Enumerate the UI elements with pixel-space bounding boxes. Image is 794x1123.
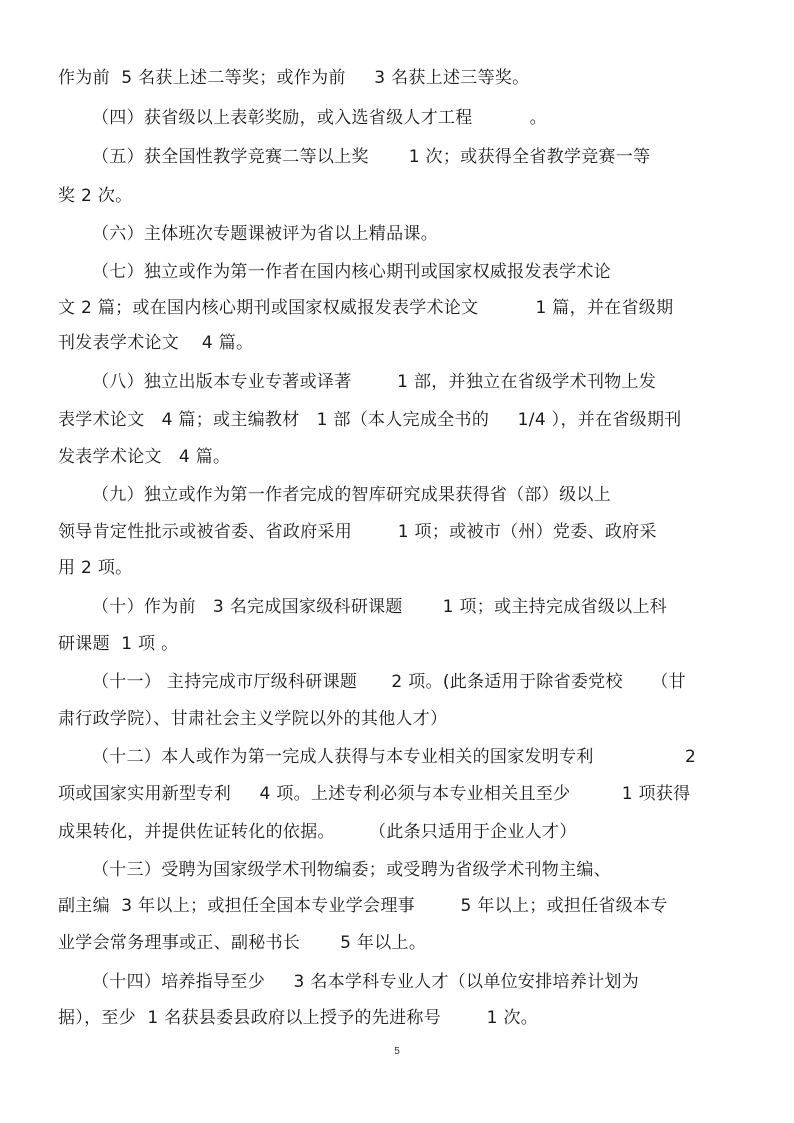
text-line-10: 表学术论文 4 篇；或主编教材 1 部（本人完成全书的 1/4 ），并在省级期刊 [58, 410, 682, 430]
text-line-18: 肃行政学院）、甘肃社会主义学院以外的其他人才） [58, 709, 448, 729]
text-line-12: （九）独立或作为第一作者完成的智库研究成果获得省（部）级以上 [92, 485, 611, 505]
text-line-21: 成果转化，并提供佐证转化的依据。 （此条只适用于企业人才） [58, 822, 577, 842]
text-line-22: （十三）受聘为国家级学术刊物编委；或受聘为省级学术刊物主编、 [92, 860, 611, 880]
text-line-7: 文 2 篇；或在国内核心期刊或国家权威报发表学术论文 1 篇，并在省级期 [58, 298, 674, 318]
text-line-3: （五）获全国性教学竞赛二等以上奖 1 次；或获得全省教学竞赛一等 [92, 147, 651, 167]
text-line-11: 发表学术论文 4 篇。 [58, 447, 231, 467]
text-line-15: （十）作为前 3 名完成国家级科研课题 1 项；或主持完成省级以上科 [92, 597, 668, 617]
text-line-23: 副主编 3 年以上；或担任全国本专业学会理事 5 年以上；或担任省级本专 [58, 896, 668, 916]
text-line-26: 据），至少 1 名获县委县政府以上授予的先进称号 1 次。 [58, 1008, 539, 1028]
text-line-8: 刊发表学术论文 4 篇。 [58, 333, 254, 353]
text-line-5: （六）主体班次专题课被评为省以上精品课。 [92, 224, 438, 244]
page-number: 5 [394, 1046, 400, 1057]
text-line-4: 奖 2 次。 [58, 186, 133, 206]
text-line-17: （十一） 主持完成市厅级科研课题 2 项。(此条适用于除省委党校 （甘 [92, 672, 686, 692]
text-line-2: （四）获省级以上表彰奖励，或入选省级人才工程 。 [92, 108, 547, 128]
text-line-13: 领导肯定性批示或被省委、省政府采用 1 项；或被市（州）党委、政府采 [58, 522, 657, 542]
text-line-24: 业学会常务理事或正、副秘书长 5 年以上。 [58, 933, 427, 953]
text-line-6: （七）独立或作为第一作者在国内核心期刊或国家权威报发表学术论 [92, 262, 611, 282]
text-line-1: 作为前 5 名获上述二等奖；或作为前 3 名获上述三等奖。 [58, 68, 530, 88]
text-line-9: （八）独立出版本专业专著或译著 1 部，并独立在省级学术刊物上发 [92, 372, 657, 392]
text-line-19: （十二）本人或作为第一完成人获得与本专业相关的国家发明专利 2 [92, 747, 697, 767]
text-line-20: 项或国家实用新型专利 4 项。上述专利必须与本专业相关且至少 1 项获得 [58, 784, 691, 804]
text-line-14: 用 2 项。 [58, 558, 133, 578]
text-line-16: 研课题 1 项 。 [58, 634, 179, 654]
text-line-25: （十四）培养指导至少 3 名本学科专业人才（以单位安排培养计划为 [92, 972, 640, 992]
